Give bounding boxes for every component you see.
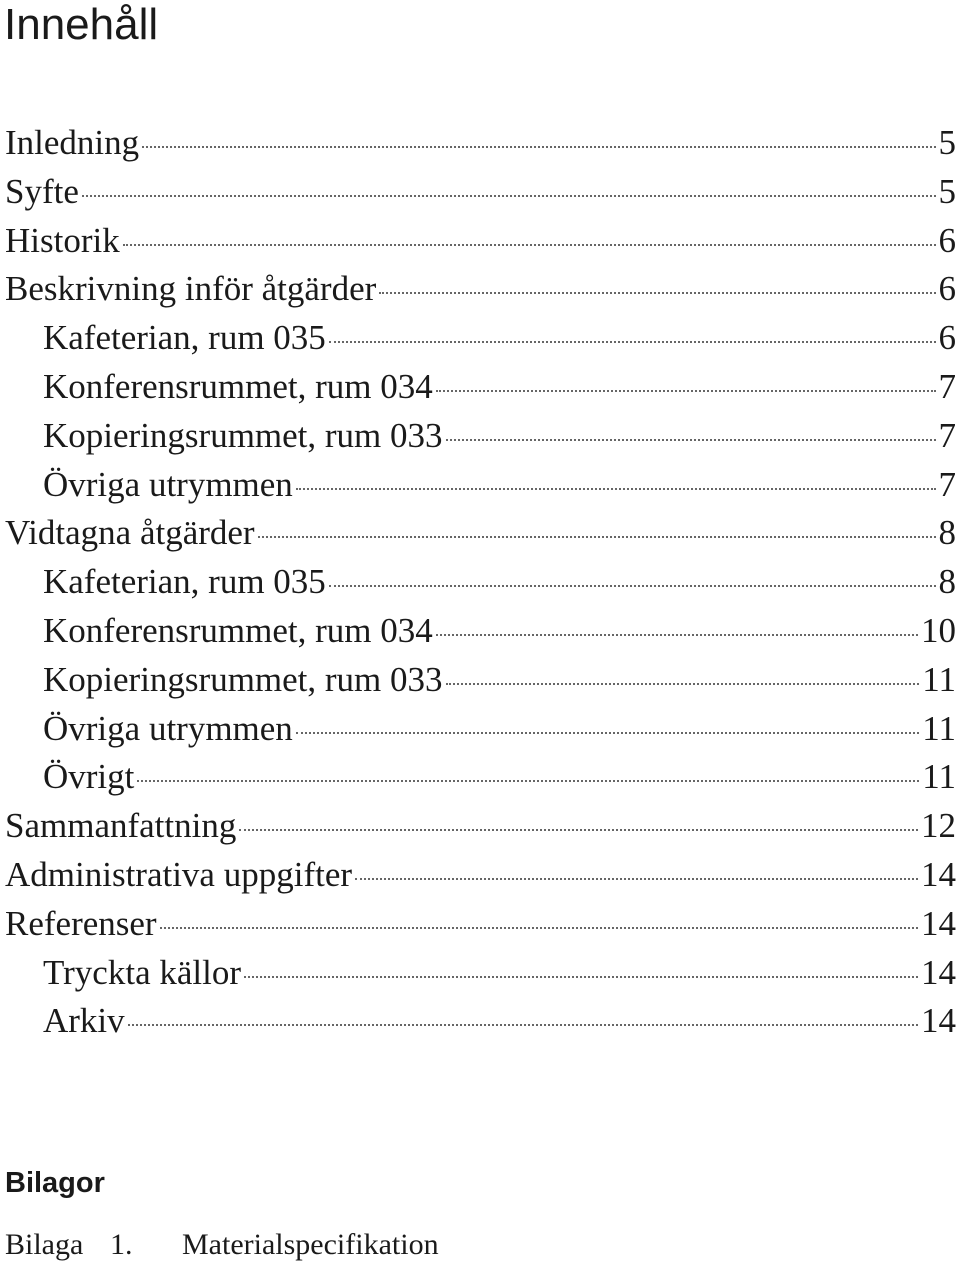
dot-leader — [379, 292, 935, 294]
toc-entry[interactable] — [0, 558, 960, 607]
toc-entry-label: Arkiv — [43, 1001, 125, 1041]
dot-leader — [446, 439, 936, 441]
toc-entry-label: Kopieringsrummet, rum 033 — [43, 659, 443, 699]
toc-entry[interactable] — [0, 607, 960, 656]
toc-entry-label: Referenser — [5, 903, 157, 943]
toc-entry-label: Vidtagna åtgärder — [5, 513, 255, 553]
toc-entry-label: Kafeterian, rum 035 — [43, 318, 326, 358]
appendix-heading: Bilagor — [5, 1167, 105, 1199]
dot-leader — [296, 732, 919, 734]
toc-entry-page-number: 14 — [921, 952, 956, 992]
dot-leader — [329, 585, 936, 587]
toc-entry-page-number: 7 — [938, 366, 956, 406]
appendix-number: 1. — [110, 1228, 133, 1261]
toc-entry-page-number: 14 — [921, 1001, 956, 1041]
toc-entry-label: Administrativa uppgifter — [5, 854, 353, 894]
toc-entry-page-number: 5 — [938, 171, 956, 211]
dot-leader — [329, 341, 936, 343]
toc-entry-page-number: 11 — [922, 659, 956, 699]
dot-leader — [137, 780, 919, 782]
dot-leader — [142, 146, 935, 148]
dot-leader — [128, 1024, 918, 1026]
toc-entry-label: Övriga utrymmen — [43, 708, 293, 748]
toc-entry-label: Konferensrummet, rum 034 — [43, 366, 433, 406]
toc-entry[interactable] — [0, 412, 960, 461]
toc-entry[interactable] — [0, 656, 960, 705]
toc-entry[interactable] — [0, 753, 960, 802]
dot-leader — [244, 976, 918, 978]
dot-leader — [436, 390, 936, 392]
toc-entry[interactable] — [0, 217, 960, 266]
toc-entry-label: Sammanfattning — [5, 806, 237, 846]
toc-entry-page-number: 12 — [921, 806, 956, 846]
toc-entry[interactable] — [0, 461, 960, 510]
toc-entry-page-number: 10 — [921, 610, 956, 650]
toc-entry-page-number: 6 — [938, 269, 956, 309]
toc-entry-label: Kopieringsrummet, rum 033 — [43, 415, 443, 455]
toc-entry[interactable] — [0, 119, 960, 168]
dot-leader — [258, 536, 936, 538]
toc-entry-label: Övriga utrymmen — [43, 464, 293, 504]
toc-entry-page-number: 14 — [921, 854, 956, 894]
toc-entry-page-number: 11 — [922, 757, 956, 797]
dot-leader — [160, 927, 918, 929]
toc-entry[interactable] — [0, 705, 960, 754]
toc-entry-label: Tryckta källor — [43, 952, 241, 992]
dot-leader — [296, 488, 936, 490]
toc-entry[interactable] — [0, 363, 960, 412]
dot-leader — [355, 878, 918, 880]
dot-leader — [239, 829, 918, 831]
toc-entry-page-number: 5 — [938, 123, 956, 162]
appendix-prefix: Bilaga — [5, 1228, 84, 1261]
toc-entry[interactable] — [0, 314, 960, 363]
toc-entry-label: Historik — [5, 220, 120, 260]
dot-leader — [123, 244, 936, 246]
toc-entry-label: Syfte — [5, 171, 79, 211]
toc-entry[interactable] — [0, 949, 960, 998]
appendix-label: Materialspecifikation — [182, 1228, 439, 1261]
toc-entry-page-number: 6 — [938, 220, 956, 260]
toc-entry-page-number: 7 — [938, 464, 956, 504]
dot-leader — [446, 683, 920, 685]
toc-entry-page-number: 6 — [938, 318, 956, 358]
page-title: Innehåll — [4, 0, 159, 49]
dot-leader — [436, 634, 918, 636]
toc-entry-page-number: 7 — [938, 415, 956, 455]
toc-entry-page-number: 8 — [938, 562, 956, 602]
toc-entry[interactable] — [0, 509, 960, 558]
toc-entry-label: Inledning — [5, 123, 140, 162]
toc-entry-label: Övrigt — [43, 757, 135, 797]
toc-entry[interactable] — [0, 168, 960, 217]
toc-entry-page-number: 14 — [921, 903, 956, 943]
toc-entry[interactable] — [0, 265, 960, 314]
toc-entry[interactable] — [0, 851, 960, 900]
dot-leader — [82, 195, 936, 197]
toc-entry[interactable] — [0, 997, 960, 1046]
toc-entry-label: Konferensrummet, rum 034 — [43, 610, 433, 650]
toc-entry-label: Beskrivning inför åtgärder — [5, 269, 377, 309]
toc-entry-label: Kafeterian, rum 035 — [43, 562, 326, 602]
toc-entry-page-number: 8 — [938, 513, 956, 553]
toc-entry-page-number: 11 — [922, 708, 956, 748]
table-of-contents — [0, 119, 960, 1046]
toc-entry[interactable] — [0, 900, 960, 949]
appendix-item[interactable] — [5, 1223, 439, 1267]
toc-entry[interactable] — [0, 802, 960, 851]
